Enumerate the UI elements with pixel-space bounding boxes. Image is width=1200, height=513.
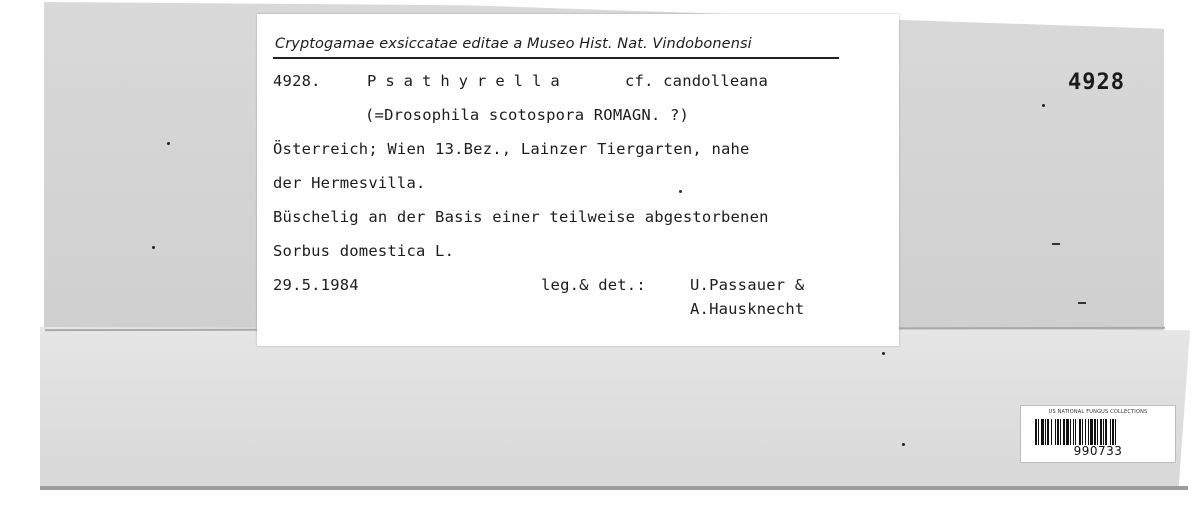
barcode-bar [1090,419,1093,445]
barcode-bar [1070,419,1071,445]
genus-name: Psathyrella [367,72,569,90]
barcode-bar [1105,419,1107,445]
barcode-sticker [1020,405,1176,463]
barcode-bar [1035,419,1037,445]
barcode-bar [1100,419,1102,445]
collector-1: U.Passauer & [690,276,805,294]
barcode-header: US NATIONAL FUNGUS COLLECTIONS [1048,409,1148,415]
locality-line-1: Österreich; Wien 13.Bez., Lainzer Tiergarten, nahe [273,140,750,158]
specimen-label [257,14,899,346]
packet-number: 4928 [1068,70,1125,95]
barcode-bar [1094,419,1096,445]
habitat-line-2: Sorbus domestica L. [273,242,455,260]
speck [882,352,885,355]
barcode-bar [1073,419,1074,445]
speck [1078,302,1086,304]
species-epithet: cf. candolleana [625,72,768,90]
speck [679,190,682,193]
barcode-bar [1060,419,1061,445]
series-title: Cryptogamae exsiccatae editae a Museo Hist. Nat. Vindobonensi [275,36,752,52]
barcode-bar [1045,419,1046,445]
locality-line-2: der Hermesvilla. [273,174,426,192]
barcode-bar [1082,419,1083,445]
specimen-number: 4928. [273,72,321,90]
speck [1052,243,1060,245]
barcode-bar [1051,419,1052,445]
speck [152,246,155,249]
barcode-bar [1085,419,1086,445]
barcode-bar [1088,419,1089,445]
barcode-bar [1066,419,1069,445]
barcode-bar [1103,419,1104,445]
barcode-bar [1063,419,1065,445]
barcode-bar [1097,419,1098,445]
barcode-number: 990733 [1073,444,1123,458]
barcode-bars [1035,419,1161,445]
synonym-line: (=Drosophila scotospora ROMAGN. ?) [365,106,690,124]
barcode-bar [1047,419,1049,445]
barcode-bar [1055,419,1056,445]
collector-2: A.Hausknecht [690,300,805,318]
barcode-bar [1110,419,1111,445]
barcode-bar [1115,419,1116,445]
barcode-bar [1075,419,1076,445]
barcode-bar [1057,419,1059,445]
packet-body [40,327,1190,490]
barcode-bar [1079,419,1081,445]
packet-bottom-edge [40,486,1188,490]
habitat-line-1: Büschelig an der Basis einer teilweise abgestorbenen [273,208,769,226]
leg-det-label: leg.& det.: [541,276,646,294]
barcode-bar [1041,419,1044,445]
speck [167,142,170,145]
title-underline [273,57,839,59]
collection-date: 29.5.1984 [273,276,359,294]
speck [902,443,905,446]
speck [1042,104,1045,107]
barcode-bar [1038,419,1039,445]
barcode-bar [1112,419,1114,445]
